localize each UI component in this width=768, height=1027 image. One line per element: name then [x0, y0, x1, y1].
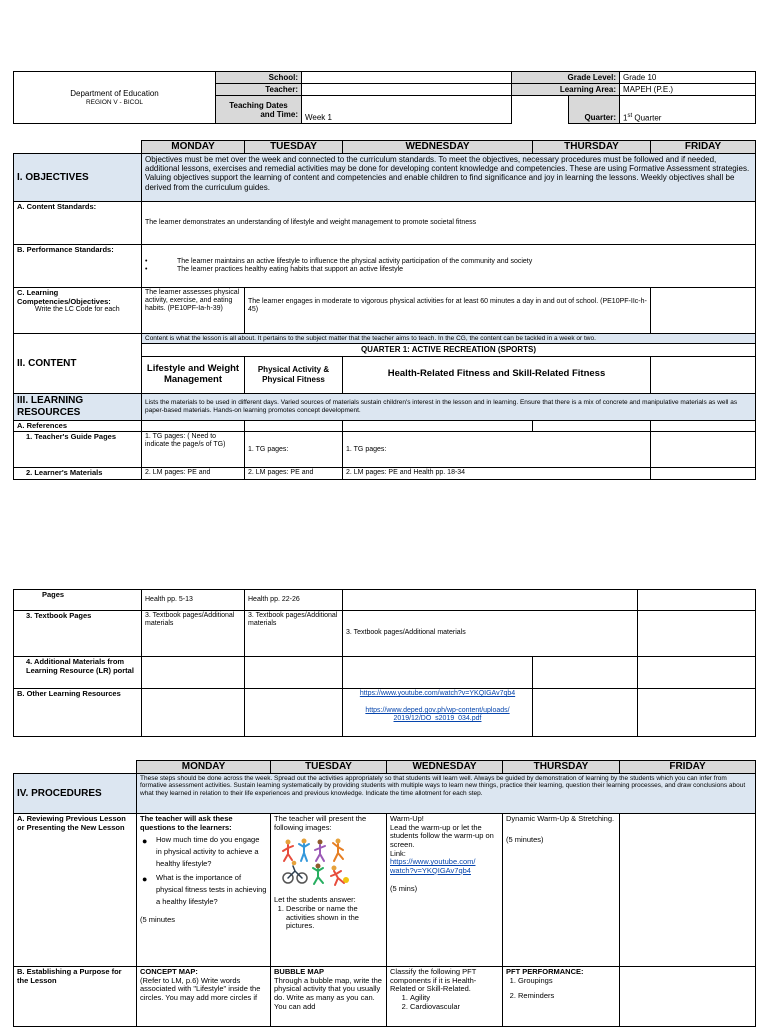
- area-label: Learning Area:: [512, 84, 620, 96]
- quarter-title: QUARTER 1: ACTIVE RECREATION (SPORTS): [142, 344, 756, 356]
- blank-cell: [512, 96, 569, 124]
- teaching-dates-label-1: Teaching Dates: [229, 100, 288, 110]
- quarter-label: Quarter:: [569, 96, 620, 124]
- question-item: ● What is the importance of physical fitness tests in achieving a healthy lifestyle?: [142, 872, 267, 908]
- content-standards-text: The learner demonstrates an understanding of lifestyle and weight management to promote societal fitness: [142, 202, 756, 245]
- warmup-link-label: Link:: [390, 848, 406, 858]
- proc-b-wednesday: [387, 967, 503, 1027]
- performance-item: • The learner maintains an active lifestyle to influence the physical activity participation of the community and society: [145, 257, 533, 265]
- other-monday: [142, 689, 245, 737]
- proc-a-label: A. Reviewing Previous Lesson or Presenting the New Lesson: [14, 814, 137, 967]
- proc-b-thursday: [503, 967, 620, 1027]
- thursday-warmup: Dynamic Warm-Up & Stretching.: [506, 814, 615, 823]
- lm-tuesday: 2. LM pages: PE and: [245, 468, 343, 480]
- content-monday: Lifestyle and Weight Management: [142, 356, 245, 393]
- thursday-time: (5 minutes): [506, 834, 544, 844]
- proc-b-friday: [620, 967, 756, 1027]
- proc-a-tuesday: [271, 814, 387, 967]
- ref-tuesday: [245, 420, 343, 432]
- dept-block: [14, 72, 216, 124]
- resources-note: Lists the materials to be used in different days. Varied sources of materials sustain children's interest in the lesson and in learning. Ensure that there is a mix of concrete and manipulative materials as well as paper-based materials. Hands-on learning promotes concept development.: [142, 393, 756, 420]
- proc-a-monday-title: The teacher will ask these questions to the learners:: [140, 814, 233, 832]
- day-tuesday: TUESDAY: [245, 141, 343, 154]
- proc-b-label: B. Establishing a Purpose for the Lesson: [14, 967, 137, 1027]
- other-friday: [638, 689, 756, 737]
- other-resources-label: B. Other Learning Resources: [14, 689, 142, 737]
- performance-standards-label: B. Performance Standards:: [14, 245, 142, 288]
- day-tuesday-2: TUESDAY: [271, 761, 387, 774]
- bubble-map-text: Through a bubble map, write the physical activity that you usually do. Write as many as you can. You can add: [274, 975, 382, 1011]
- lm-friday: [651, 468, 756, 480]
- textbook-monday: 3. Textbook pages/Additional materials: [142, 611, 245, 657]
- add-tuesday: [245, 657, 343, 689]
- pft-item: 2. Cardiovascular: [410, 1003, 499, 1012]
- dll-table-3: [13, 760, 756, 1027]
- add-friday: [638, 657, 756, 689]
- teacher-label: Teacher:: [216, 84, 302, 96]
- teaching-dates-label-2: and Time:: [260, 109, 298, 119]
- pft-classify-text: Classify the following PFT components if it is Health-Related or Skill-Related.: [390, 967, 477, 994]
- dll-table-1: [13, 140, 756, 480]
- competencies-label-text: C. Learning Competencies/Objectives:: [17, 288, 111, 306]
- lm-label: 2. Learner's Materials: [14, 468, 142, 480]
- grade-label: Grade Level:: [512, 72, 620, 84]
- day-thursday-2: THURSDAY: [503, 761, 620, 774]
- proc-b-tuesday: [271, 967, 387, 1027]
- proc-a-tuesday-after: Let the students answer:: [274, 895, 356, 905]
- proc-a-monday: [137, 814, 271, 967]
- area-value: MAPEH (P.E.): [620, 84, 756, 96]
- content-wednesday: Health-Related Fitness and Skill-Related Fitness: [343, 356, 651, 393]
- region-name: REGION V - BICOL: [85, 98, 144, 106]
- activity-images: [278, 836, 378, 894]
- proc-a-tuesday-intro: The teacher will present the following images:: [274, 814, 367, 832]
- youtube-link[interactable]: https://www.youtube.com/watch?v=YKQIGAv7qb4: [359, 690, 516, 697]
- dll-table-2: [13, 589, 756, 737]
- content-standards-label: A. Content Standards:: [14, 202, 142, 245]
- day-friday-2: FRIDAY: [620, 761, 756, 774]
- lm-monday: 2. LM pages: PE and: [142, 468, 245, 480]
- school-label: School:: [216, 72, 302, 84]
- tg-tuesday: 1. TG pages:: [245, 432, 343, 468]
- lm-friday-cont: [638, 590, 756, 611]
- corner-cell-2: [14, 761, 137, 774]
- textbook-friday: [638, 611, 756, 657]
- references-label: A. References: [14, 420, 142, 432]
- competencies-label: [14, 288, 142, 334]
- textbook-label: 3. Textbook Pages: [14, 611, 142, 657]
- ref-friday: [651, 420, 756, 432]
- teaching-dates-label: [216, 96, 302, 124]
- day-monday: MONDAY: [142, 141, 245, 154]
- day-monday-2: MONDAY: [137, 761, 271, 774]
- procedures-heading: IV. PROCEDURES: [14, 774, 137, 814]
- competency-friday: [651, 288, 756, 334]
- header-table: [13, 71, 756, 124]
- dept-name: Department of Education: [70, 89, 159, 99]
- tg-monday: 1. TG pages: ( Need to indicate the page/s of TG): [142, 432, 245, 468]
- tg-label: 1. Teacher's Guide Pages: [14, 432, 142, 468]
- competency-monday: The learner assesses physical activity, exercise, and eating habits. (PE10PF-Ia-h-39): [142, 288, 245, 334]
- teacher-value: [302, 84, 512, 96]
- day-wednesday-2: WEDNESDAY: [387, 761, 503, 774]
- lm-wednesday-cont: [343, 590, 638, 611]
- quarter-value: [620, 96, 756, 124]
- day-thursday: THURSDAY: [533, 141, 651, 154]
- runner-figure-icon: [283, 839, 349, 886]
- proc-b-monday: [137, 967, 271, 1027]
- quarter-sup: st: [627, 112, 633, 119]
- proc-a-wednesday: [387, 814, 503, 967]
- warmup-title: Warm-Up!: [390, 814, 424, 823]
- proc-a-friday: [620, 814, 756, 967]
- lm-label-cont: Pages: [14, 590, 142, 611]
- additional-materials-label: 4. Additional Materials from Learning Resource (LR) portal: [14, 657, 142, 689]
- other-wednesday: [343, 689, 533, 737]
- concept-map-text: (Refer to LM, p.6) Write words associated with "Lifestyle" inside the circles. You may add more circles if: [140, 975, 261, 1002]
- procedures-note: These steps should be done across the week. Spread out the activities appropriately so that students will learn well. Always be guided by demonstration of learning by the students which you can infer from formative assessment activities. Sustain learning systematically by providing students with multiple ways to learn new things, practice their learning, question their learning processes, and draw conclusions about what they learned in relation to their life experiences and previous knowledge. Indicate the time allotment for each step.: [137, 774, 756, 814]
- objectives-note: Objectives must be met over the week and connected to the curriculum standards. To meet the objectives, necessary procedures must be followed and if needed, additional lessons, exercises and remedial activities may be done for developing content knowledge and competencies. These are using Formative Assessment strategies. Valuing objectives support the learning of content and competencies and enable children to find significance and joy in learning the lessons. Weekly objectives shall be derived from the curriculum guides.: [142, 154, 756, 202]
- content-friday: [651, 356, 756, 393]
- other-tuesday: [245, 689, 343, 737]
- competency-rest: The learner engages in moderate to vigorous physical activities for at least 60 minutes a day in and out of school. (PE10PF-IIc-h-45): [245, 288, 651, 334]
- teaching-dates-value: Week 1: [302, 96, 512, 124]
- performance-step: 2. Reminders: [518, 992, 616, 1001]
- content-heading: II. CONTENT: [14, 334, 142, 394]
- quarter-num: 1: [623, 113, 628, 123]
- bubble-map-title: BUBBLE MAP: [274, 967, 324, 976]
- performance-standards-list: [142, 245, 756, 288]
- textbook-wednesday: 3. Textbook pages/Additional materials: [343, 611, 638, 657]
- warmup-instructions: Lead the warm-up or let the students follow the warm-up on screen.: [390, 822, 494, 849]
- performance-item: • The learner practices healthy eating habits that support an active lifestyle: [145, 266, 404, 273]
- performance-item-text: The learner maintains an active lifestyle to influence the physical activity participation of the community and society: [177, 257, 533, 265]
- pft-item: 1. Agility: [410, 994, 499, 1003]
- concept-map-title: CONCEPT MAP:: [140, 967, 198, 976]
- other-thursday: [533, 689, 638, 737]
- competencies-sub: Write the LC Code for each: [35, 306, 120, 314]
- add-monday: [142, 657, 245, 689]
- school-value: [302, 72, 512, 84]
- lm-tuesday-cont: Health pp. 22-26: [245, 590, 343, 611]
- deped-link[interactable]: https://www.deped.gov.ph/wp-content/uploads/ 2019/12/DO_s2019_034.pdf: [365, 707, 510, 723]
- day-friday: FRIDAY: [651, 141, 756, 154]
- performance-item-text: The learner practices healthy eating habits that support an active lifestyle: [177, 266, 404, 273]
- warmup-time: (5 mins): [390, 884, 418, 894]
- textbook-tuesday: 3. Textbook pages/Additional materials: [245, 611, 343, 657]
- question-item: ● How much time do you engage in physical activity to achieve a healthy lifestyle?: [142, 834, 267, 870]
- proc-a-tuesday-item: 1. Describe or name the activities shown in the pictures.: [286, 905, 383, 931]
- grade-value: Grade 10: [620, 72, 756, 84]
- ref-thursday: [533, 420, 651, 432]
- ref-wednesday: [343, 420, 533, 432]
- quarter-word: Quarter: [632, 113, 662, 123]
- ref-monday: [142, 420, 245, 432]
- tg-friday: [651, 432, 756, 468]
- corner-cell: [14, 141, 142, 154]
- lm-monday-cont: Health pp. 5-13: [142, 590, 245, 611]
- proc-a-thursday: [503, 814, 620, 967]
- lm-wednesday: 2. LM pages: PE and Health pp. 18-34: [343, 468, 651, 480]
- pft-performance-title: PFT PERFORMANCE:: [506, 967, 584, 976]
- performance-step: 1. Groupings: [518, 977, 616, 986]
- objectives-heading: I. OBJECTIVES: [14, 154, 142, 202]
- tg-wednesday: 1. TG pages:: [343, 432, 651, 468]
- warmup-video-link[interactable]: https://www.youtube.com/ watch?v=YKQIGAv7qb4: [390, 857, 476, 875]
- add-thursday: [533, 657, 638, 689]
- content-tuesday: Physical Activity & Physical Fitness: [245, 356, 343, 393]
- day-wednesday: WEDNESDAY: [343, 141, 533, 154]
- content-note: Content is what the lesson is all about. It pertains to the subject matter that the teacher aims to teach. In the CG, the content can be tackled in a week or two.: [142, 334, 756, 344]
- proc-a-monday-time: (5 minutes: [140, 915, 176, 925]
- resources-heading: III. LEARNING RESOURCES: [14, 393, 142, 420]
- add-wednesday: [343, 657, 533, 689]
